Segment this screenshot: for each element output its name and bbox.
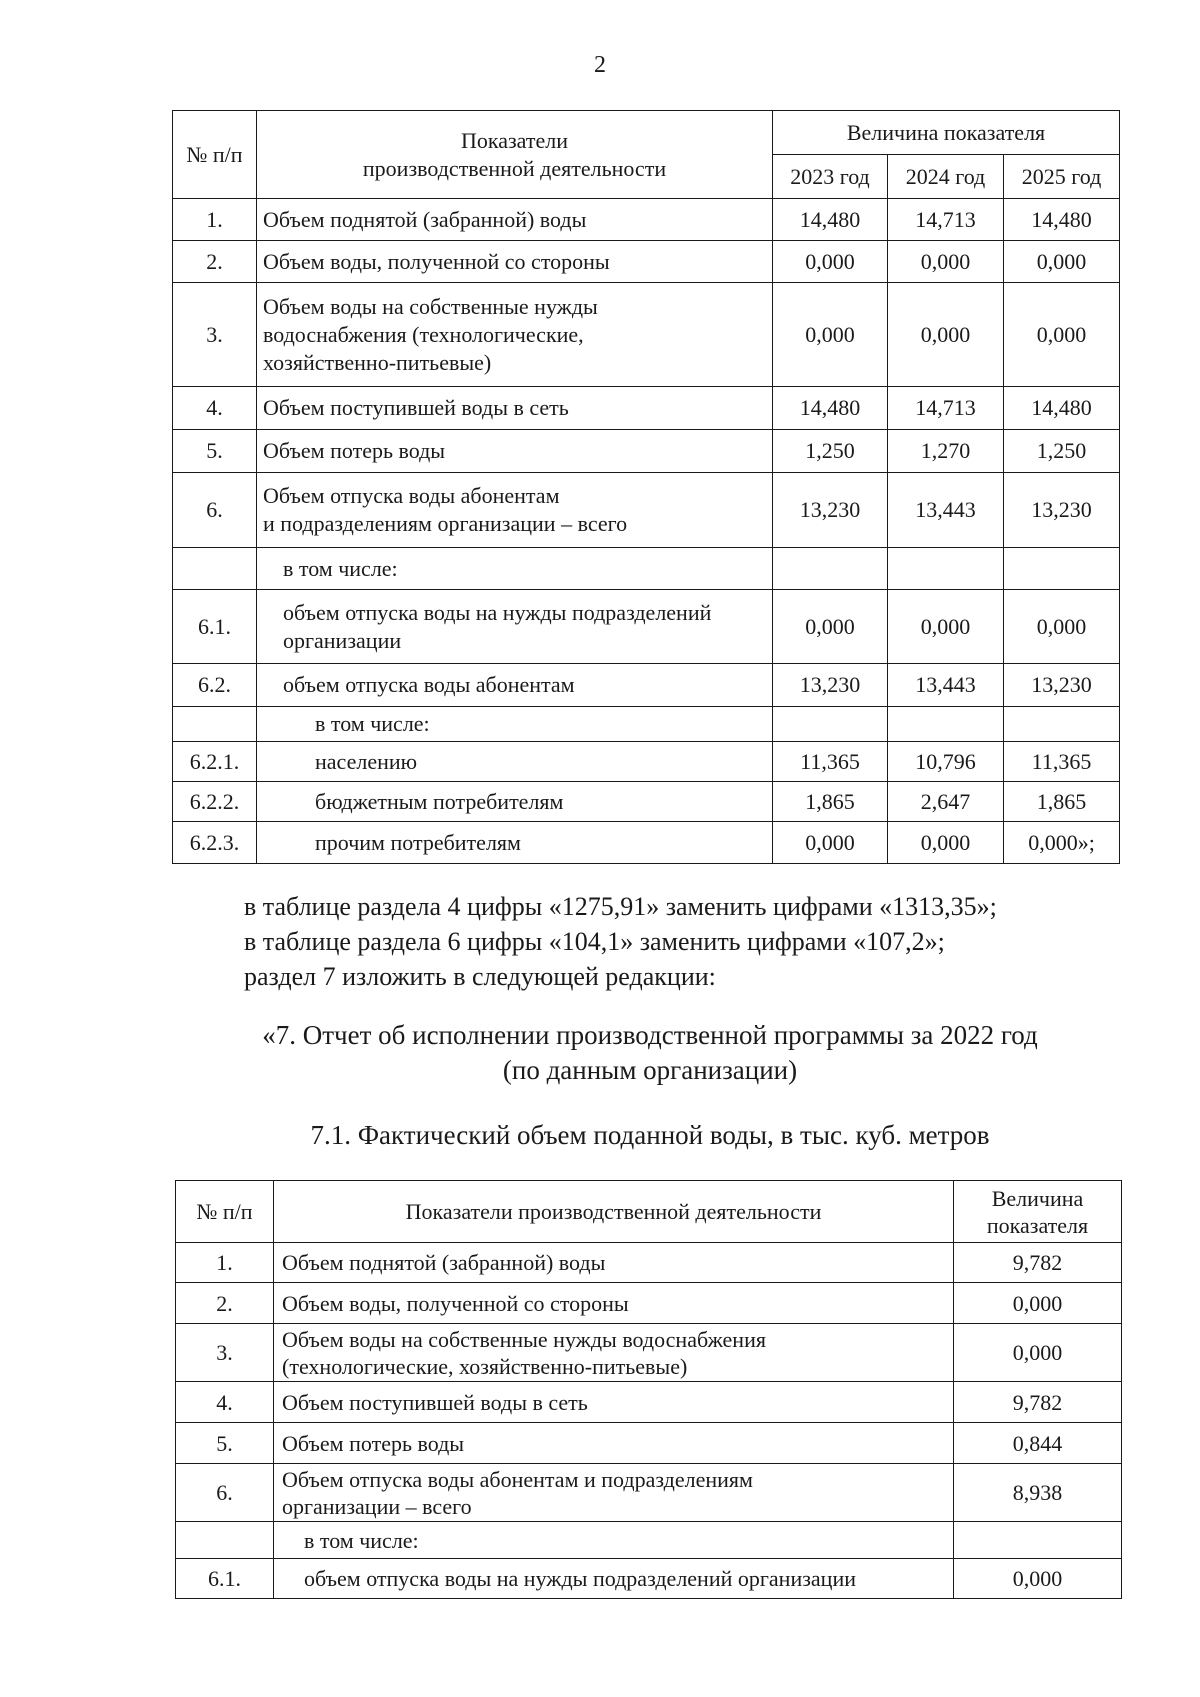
subsection-title: 7.1. Фактический объем поданной воды, в тыс. куб. метров <box>310 1120 990 1150</box>
header-indicators: Показатели производственной деятельности <box>274 1181 954 1243</box>
row-name: Объем поднятой (забранной) воды <box>257 199 773 241</box>
table-row <box>173 707 1120 742</box>
value-2024 <box>888 707 1004 742</box>
value-2025: 0,000 <box>1004 241 1120 283</box>
table-row <box>173 742 1120 782</box>
header-year-2025: 2025 год <box>1004 155 1120 199</box>
row-name: объем отпуска воды на нужды подразделений организации <box>274 1559 954 1599</box>
row-num: 4. <box>173 387 257 430</box>
value-2024: 13,443 <box>888 473 1004 548</box>
row-num <box>176 1522 274 1559</box>
value-2025: 14,480 <box>1004 199 1120 241</box>
value-2025: 13,230 <box>1004 664 1120 707</box>
value-2025: 0,000»; <box>1004 822 1120 864</box>
production-indicators-forecast-table <box>172 110 1120 864</box>
header-num: № п/п <box>176 1181 274 1243</box>
row-num: 6.1. <box>176 1559 274 1599</box>
table-row <box>173 430 1120 473</box>
table-row <box>173 822 1120 864</box>
value-2023: 0,000 <box>773 241 888 283</box>
paragraph-section7-intro: раздел 7 изложить в следующей редакции: <box>244 962 716 991</box>
value-2023 <box>773 548 888 590</box>
actual-water-supply-table <box>175 1180 1122 1599</box>
section-title-line2: (по данным организации) <box>502 1055 798 1085</box>
row-num: 2. <box>176 1283 274 1324</box>
row-num: 6.1. <box>173 590 257 664</box>
row-value: 0,844 <box>954 1423 1122 1464</box>
value-2025: 1,250 <box>1004 430 1120 473</box>
value-2024: 10,796 <box>888 742 1004 782</box>
table-row <box>176 1382 1122 1423</box>
table-row <box>173 241 1120 283</box>
row-num: 6.2.2. <box>173 782 257 822</box>
row-num: 6. <box>176 1464 274 1522</box>
header-year-2023: 2023 год <box>773 155 888 199</box>
section-title-line1: «7. Отчет об исполнении производственной программы за 2022 год <box>262 1020 1038 1050</box>
value-2025: 13,230 <box>1004 473 1120 548</box>
value-2023: 13,230 <box>773 664 888 707</box>
value-2025 <box>1004 707 1120 742</box>
header-value <box>954 1181 1122 1243</box>
row-name-line: организации – всего <box>282 1493 472 1519</box>
row-name: населению <box>257 742 773 782</box>
header-indicators-line1: Показатели <box>460 127 569 153</box>
value-2024: 1,270 <box>888 430 1004 473</box>
row-name-line: (технологические, хозяйственно-питьевые) <box>282 1353 688 1379</box>
header-indicators-line2: производственной деятельности <box>362 155 667 181</box>
row-num: 6.2.1. <box>173 742 257 782</box>
row-value: 9,782 <box>954 1243 1122 1283</box>
value-2023: 14,480 <box>773 387 888 430</box>
row-num: 1. <box>173 199 257 241</box>
value-2024: 14,713 <box>888 199 1004 241</box>
value-2023: 0,000 <box>773 590 888 664</box>
row-num: 6.2. <box>173 664 257 707</box>
row-name-line: организации <box>283 627 402 653</box>
table-row <box>176 1324 1122 1382</box>
row-name-line: Объем воды на собственные нужды водоснабжения <box>282 1326 766 1352</box>
row-name <box>257 473 773 548</box>
row-name: Объем потерь воды <box>257 430 773 473</box>
row-num: 2. <box>173 241 257 283</box>
value-2025: 1,865 <box>1004 782 1120 822</box>
row-name: Объем поступившей воды в сеть <box>257 387 773 430</box>
row-name: в том числе: <box>274 1522 954 1559</box>
table-row <box>176 1243 1122 1283</box>
value-2024: 0,000 <box>888 283 1004 387</box>
row-name-line: и подразделениям организации – всего <box>263 511 628 536</box>
table-row <box>173 782 1120 822</box>
paragraph-section4-change: в таблице раздела 4 цифры «1275,91» заменить цифрами «1313,35»; <box>244 892 997 921</box>
row-name-line: объем отпуска воды на нужды подразделений <box>283 599 712 625</box>
value-2024: 2,647 <box>888 782 1004 822</box>
table-row <box>176 1464 1122 1522</box>
row-num <box>173 707 257 742</box>
row-name: в том числе: <box>257 707 773 742</box>
value-2025: 11,365 <box>1004 742 1120 782</box>
table-row <box>173 473 1120 548</box>
row-num <box>173 548 257 590</box>
row-num: 5. <box>176 1423 274 1464</box>
table-row <box>176 1423 1122 1464</box>
row-name: Объем воды, полученной со стороны <box>257 241 773 283</box>
row-name-line: хозяйственно-питьевые) <box>263 349 492 375</box>
value-2023 <box>773 707 888 742</box>
value-2023: 0,000 <box>773 283 888 387</box>
row-num: 3. <box>173 283 257 387</box>
table-row <box>173 199 1120 241</box>
header-value-line2: показателя <box>986 1212 1089 1238</box>
row-num: 6.2.3. <box>173 822 257 864</box>
row-value: 0,000 <box>954 1324 1122 1382</box>
value-2025: 0,000 <box>1004 283 1120 387</box>
row-name: бюджетным потребителям <box>257 782 773 822</box>
row-value: 0,000 <box>954 1283 1122 1324</box>
row-name <box>274 1324 954 1382</box>
row-name-line: Объем воды на собственные нужды <box>263 293 598 319</box>
table-row <box>173 387 1120 430</box>
value-2024 <box>888 548 1004 590</box>
header-num: № п/п <box>173 111 257 199</box>
value-2023: 0,000 <box>773 822 888 864</box>
row-num: 1. <box>176 1243 274 1283</box>
row-name: в том числе: <box>257 548 773 590</box>
row-name-line: водоснабжения (технологические, <box>263 321 584 347</box>
value-2024: 13,443 <box>888 664 1004 707</box>
row-value: 9,782 <box>954 1382 1122 1423</box>
row-value: 0,000 <box>954 1559 1122 1599</box>
value-2025: 14,480 <box>1004 387 1120 430</box>
row-name <box>274 1464 954 1522</box>
value-2024: 0,000 <box>888 590 1004 664</box>
row-name: Объем потерь воды <box>274 1423 954 1464</box>
header-value-line1: Величина <box>991 1185 1084 1211</box>
table-row <box>173 548 1120 590</box>
row-name <box>257 283 773 387</box>
row-name: Объем поднятой (забранной) воды <box>274 1243 954 1283</box>
value-2024: 0,000 <box>888 822 1004 864</box>
row-num: 5. <box>173 430 257 473</box>
table-row <box>176 1522 1122 1559</box>
row-name: прочим потребителям <box>257 822 773 864</box>
table-row <box>173 283 1120 387</box>
row-value <box>954 1522 1122 1559</box>
paragraph-section6-change: в таблице раздела 6 цифры «104,1» заменить цифрами «107,2»; <box>244 927 945 956</box>
header-value-group: Величина показателя <box>773 111 1120 155</box>
row-name: Объем воды, полученной со стороны <box>274 1283 954 1324</box>
value-2025: 0,000 <box>1004 590 1120 664</box>
value-2023: 13,230 <box>773 473 888 548</box>
value-2023: 11,365 <box>773 742 888 782</box>
row-name-line: Объем отпуска воды абонентам <box>263 483 560 508</box>
header-indicators <box>257 111 773 199</box>
table-row <box>176 1559 1122 1599</box>
row-num: 4. <box>176 1382 274 1423</box>
value-2025 <box>1004 548 1120 590</box>
value-2024: 14,713 <box>888 387 1004 430</box>
value-2023: 14,480 <box>773 199 888 241</box>
page-number: 2 <box>594 52 606 78</box>
row-name <box>257 590 773 664</box>
header-year-2024: 2024 год <box>888 155 1004 199</box>
value-2024: 0,000 <box>888 241 1004 283</box>
row-name: объем отпуска воды абонентам <box>257 664 773 707</box>
row-num: 6. <box>173 473 257 548</box>
value-2023: 1,250 <box>773 430 888 473</box>
value-2023: 1,865 <box>773 782 888 822</box>
row-value: 8,938 <box>954 1464 1122 1522</box>
row-name-line: Объем отпуска воды абонентам и подразделениям <box>282 1466 753 1492</box>
table-row <box>173 590 1120 664</box>
row-num: 3. <box>176 1324 274 1382</box>
row-name: Объем поступившей воды в сеть <box>274 1382 954 1423</box>
table-row <box>176 1283 1122 1324</box>
table-row <box>173 664 1120 707</box>
